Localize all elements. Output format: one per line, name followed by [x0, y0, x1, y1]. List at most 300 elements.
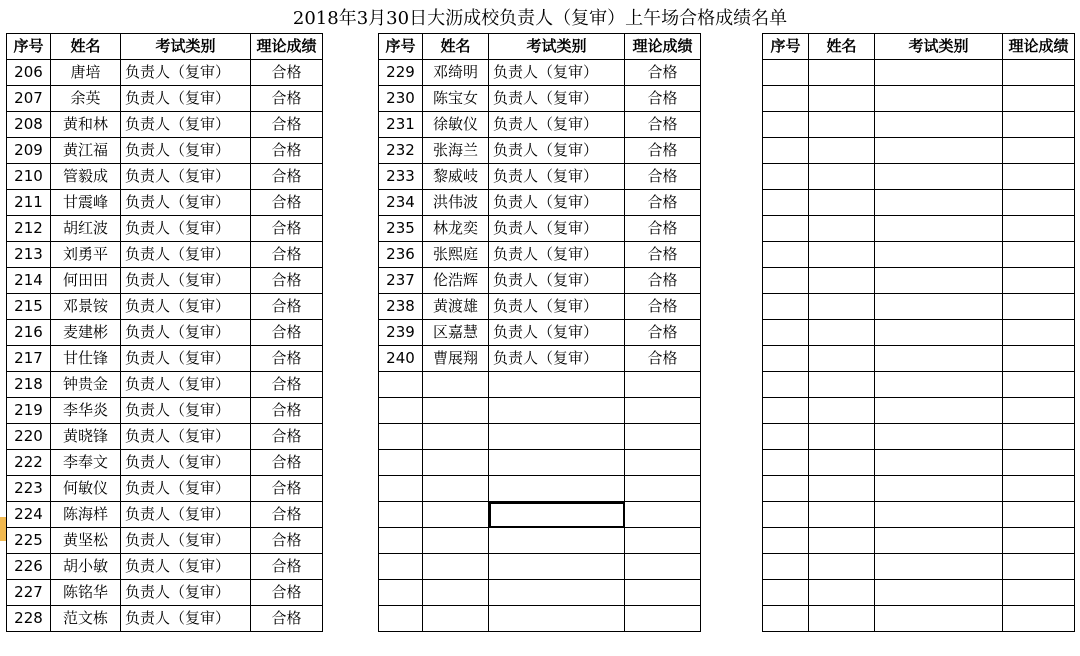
exam-type-cell[interactable] [875, 554, 1003, 580]
exam-type-cell[interactable] [875, 398, 1003, 424]
exam-type-cell[interactable] [875, 424, 1003, 450]
name-cell[interactable] [809, 398, 875, 424]
theory-score-cell[interactable] [1003, 528, 1075, 554]
serial-cell[interactable]: 213 [7, 242, 51, 268]
header-exam-type[interactable]: 考试类别 [875, 34, 1003, 60]
theory-score-cell[interactable]: 合格 [625, 268, 701, 294]
theory-score-cell[interactable]: 合格 [625, 346, 701, 372]
table-row [763, 138, 1075, 164]
exam-type-cell[interactable] [489, 372, 625, 398]
exam-type-cell[interactable] [875, 346, 1003, 372]
name-cell[interactable]: 管毅成 [51, 164, 121, 190]
theory-score-cell[interactable]: 合格 [251, 424, 323, 450]
serial-cell[interactable] [379, 606, 423, 632]
theory-score-cell[interactable] [625, 606, 701, 632]
name-cell[interactable] [423, 476, 489, 502]
serial-cell[interactable]: 206 [7, 60, 51, 86]
exam-type-cell[interactable]: 负责人（复审） [121, 606, 251, 632]
name-cell[interactable]: 黎威岐 [423, 164, 489, 190]
serial-cell[interactable]: 208 [7, 112, 51, 138]
exam-type-cell[interactable]: 负责人（复审） [121, 346, 251, 372]
name-cell[interactable]: 麦建彬 [51, 320, 121, 346]
name-cell[interactable]: 黄晓锋 [51, 424, 121, 450]
exam-type-cell[interactable]: 负责人（复审） [489, 294, 625, 320]
theory-score-cell[interactable] [1003, 216, 1075, 242]
name-cell[interactable] [809, 450, 875, 476]
name-cell[interactable]: 刘勇平 [51, 242, 121, 268]
name-cell[interactable]: 何敏仪 [51, 476, 121, 502]
name-cell[interactable]: 唐培 [51, 60, 121, 86]
name-cell[interactable]: 李华炎 [51, 398, 121, 424]
serial-cell[interactable]: 216 [7, 320, 51, 346]
exam-type-cell[interactable]: 负责人（复审） [489, 346, 625, 372]
name-cell[interactable] [423, 528, 489, 554]
exam-type-cell[interactable] [875, 86, 1003, 112]
exam-type-cell[interactable]: 负责人（复审） [121, 60, 251, 86]
exam-type-cell[interactable]: 负责人（复审） [121, 216, 251, 242]
serial-cell[interactable]: 234 [379, 190, 423, 216]
name-cell[interactable]: 张海兰 [423, 138, 489, 164]
exam-type-cell[interactable]: 负责人（复审） [489, 164, 625, 190]
exam-type-cell[interactable] [875, 294, 1003, 320]
name-cell[interactable] [809, 424, 875, 450]
theory-score-cell[interactable]: 合格 [251, 268, 323, 294]
exam-type-cell[interactable] [489, 580, 625, 606]
serial-cell[interactable] [763, 216, 809, 242]
table-row [379, 554, 701, 580]
name-cell[interactable] [809, 138, 875, 164]
serial-cell[interactable] [379, 528, 423, 554]
name-cell[interactable] [423, 606, 489, 632]
middle-table-pane [378, 33, 701, 656]
exam-type-cell[interactable] [875, 606, 1003, 632]
theory-score-cell[interactable]: 合格 [625, 190, 701, 216]
theory-score-cell[interactable] [1003, 86, 1075, 112]
theory-score-cell[interactable]: 合格 [251, 138, 323, 164]
serial-cell[interactable]: 210 [7, 164, 51, 190]
name-cell[interactable]: 黄和林 [51, 112, 121, 138]
theory-score-cell[interactable]: 合格 [251, 554, 323, 580]
theory-score-cell[interactable] [1003, 398, 1075, 424]
table-row [763, 424, 1075, 450]
name-cell[interactable] [809, 86, 875, 112]
serial-cell[interactable]: 232 [379, 138, 423, 164]
header-name[interactable]: 姓名 [51, 34, 121, 60]
theory-score-cell[interactable] [625, 476, 701, 502]
theory-score-cell[interactable]: 合格 [251, 86, 323, 112]
name-cell[interactable]: 林龙奕 [423, 216, 489, 242]
exam-type-cell[interactable] [875, 216, 1003, 242]
theory-score-cell[interactable]: 合格 [251, 476, 323, 502]
theory-score-cell[interactable]: 合格 [251, 190, 323, 216]
name-cell[interactable]: 甘仕锋 [51, 346, 121, 372]
name-cell[interactable] [809, 294, 875, 320]
exam-type-cell[interactable] [489, 476, 625, 502]
theory-score-cell[interactable]: 合格 [625, 294, 701, 320]
table-row [7, 424, 323, 450]
serial-cell[interactable] [763, 294, 809, 320]
serial-cell[interactable] [763, 554, 809, 580]
exam-type-cell[interactable] [875, 242, 1003, 268]
exam-type-cell[interactable]: 负责人（复审） [121, 450, 251, 476]
table-row [763, 606, 1075, 632]
exam-type-cell[interactable]: 负责人（复审） [121, 398, 251, 424]
serial-cell[interactable]: 229 [379, 60, 423, 86]
exam-type-cell[interactable]: 负责人（复审） [489, 216, 625, 242]
exam-type-cell[interactable]: 负责人（复审） [121, 424, 251, 450]
serial-cell[interactable] [379, 580, 423, 606]
serial-cell[interactable]: 239 [379, 320, 423, 346]
exam-type-cell[interactable] [875, 320, 1003, 346]
serial-cell[interactable]: 226 [7, 554, 51, 580]
exam-type-cell[interactable] [875, 580, 1003, 606]
theory-score-cell[interactable] [625, 372, 701, 398]
serial-cell[interactable]: 230 [379, 86, 423, 112]
theory-score-cell[interactable]: 合格 [251, 528, 323, 554]
serial-cell[interactable]: 217 [7, 346, 51, 372]
theory-score-cell[interactable] [1003, 606, 1075, 632]
name-cell[interactable]: 胡小敏 [51, 554, 121, 580]
exam-type-cell[interactable]: 负责人（复审） [121, 242, 251, 268]
serial-cell[interactable]: 223 [7, 476, 51, 502]
name-cell[interactable]: 曹展翔 [423, 346, 489, 372]
exam-type-cell[interactable]: 负责人（复审） [121, 476, 251, 502]
exam-type-cell[interactable] [489, 606, 625, 632]
serial-cell[interactable]: 238 [379, 294, 423, 320]
name-cell[interactable]: 何田田 [51, 268, 121, 294]
serial-cell[interactable] [763, 138, 809, 164]
name-cell[interactable] [423, 580, 489, 606]
theory-score-cell[interactable] [1003, 164, 1075, 190]
name-cell[interactable] [809, 242, 875, 268]
exam-type-cell[interactable] [875, 112, 1003, 138]
exam-type-cell[interactable] [875, 450, 1003, 476]
serial-cell[interactable]: 224 [7, 502, 51, 528]
theory-score-cell[interactable] [1003, 346, 1075, 372]
table-row [763, 476, 1075, 502]
serial-cell[interactable] [763, 450, 809, 476]
name-cell[interactable] [423, 502, 489, 528]
theory-score-cell[interactable]: 合格 [251, 580, 323, 606]
theory-score-cell[interactable] [1003, 112, 1075, 138]
exam-type-cell[interactable] [875, 528, 1003, 554]
serial-cell[interactable] [763, 476, 809, 502]
theory-score-cell[interactable]: 合格 [251, 450, 323, 476]
serial-cell[interactable] [763, 268, 809, 294]
theory-score-cell[interactable] [1003, 580, 1075, 606]
exam-type-cell[interactable]: 负责人（复审） [489, 242, 625, 268]
exam-type-cell[interactable]: 负责人（复审） [121, 528, 251, 554]
header-exam-type[interactable]: 考试类别 [489, 34, 625, 60]
serial-cell[interactable] [763, 320, 809, 346]
serial-cell[interactable] [763, 424, 809, 450]
theory-score-cell[interactable]: 合格 [625, 112, 701, 138]
name-cell[interactable]: 李奉文 [51, 450, 121, 476]
serial-cell[interactable] [763, 242, 809, 268]
header-name[interactable]: 姓名 [423, 34, 489, 60]
exam-type-cell[interactable]: 负责人（复审） [121, 164, 251, 190]
name-cell[interactable] [809, 112, 875, 138]
theory-score-cell[interactable]: 合格 [251, 372, 323, 398]
theory-score-cell[interactable] [1003, 372, 1075, 398]
name-cell[interactable] [809, 476, 875, 502]
table-row [379, 424, 701, 450]
exam-type-cell[interactable]: 负责人（复审） [121, 112, 251, 138]
header-theory-score[interactable]: 理论成绩 [251, 34, 323, 60]
table-row [379, 164, 701, 190]
serial-cell[interactable]: 231 [379, 112, 423, 138]
serial-cell[interactable] [763, 580, 809, 606]
exam-type-cell[interactable]: 负责人（复审） [121, 294, 251, 320]
name-cell[interactable] [809, 554, 875, 580]
exam-type-cell[interactable]: 负责人（复审） [121, 580, 251, 606]
theory-score-cell[interactable]: 合格 [625, 138, 701, 164]
name-cell[interactable] [809, 268, 875, 294]
exam-type-cell[interactable]: 负责人（复审） [121, 320, 251, 346]
theory-score-cell[interactable] [1003, 476, 1075, 502]
theory-score-cell[interactable] [625, 450, 701, 476]
serial-cell[interactable]: 220 [7, 424, 51, 450]
serial-cell[interactable] [763, 606, 809, 632]
theory-score-cell[interactable] [625, 424, 701, 450]
header-theory-score[interactable]: 理论成绩 [1003, 34, 1075, 60]
serial-cell[interactable]: 209 [7, 138, 51, 164]
name-cell[interactable] [809, 216, 875, 242]
theory-score-cell[interactable]: 合格 [625, 216, 701, 242]
theory-score-cell[interactable] [625, 398, 701, 424]
header-serial[interactable]: 序号 [7, 34, 51, 60]
theory-score-cell[interactable] [1003, 190, 1075, 216]
theory-score-cell[interactable]: 合格 [251, 60, 323, 86]
theory-score-cell[interactable] [1003, 320, 1075, 346]
name-cell[interactable] [809, 60, 875, 86]
theory-score-cell[interactable] [1003, 60, 1075, 86]
middle-table-body [379, 60, 701, 632]
exam-type-cell[interactable] [875, 268, 1003, 294]
exam-type-cell[interactable]: 负责人（复审） [121, 86, 251, 112]
name-cell[interactable]: 黄渡雄 [423, 294, 489, 320]
theory-score-cell[interactable]: 合格 [251, 398, 323, 424]
name-cell[interactable] [423, 450, 489, 476]
table-row [7, 502, 323, 528]
exam-type-cell[interactable]: 负责人（复审） [489, 60, 625, 86]
exam-type-cell[interactable]: 负责人（复审） [489, 190, 625, 216]
serial-cell[interactable]: 237 [379, 268, 423, 294]
serial-cell[interactable]: 227 [7, 580, 51, 606]
exam-type-cell[interactable]: 负责人（复审） [121, 138, 251, 164]
serial-cell[interactable] [763, 398, 809, 424]
serial-cell[interactable]: 211 [7, 190, 51, 216]
theory-score-cell[interactable] [625, 528, 701, 554]
exam-type-cell[interactable]: 负责人（复审） [121, 372, 251, 398]
exam-type-cell[interactable]: 负责人（复审） [489, 320, 625, 346]
theory-score-cell[interactable]: 合格 [251, 346, 323, 372]
exam-type-cell[interactable]: 负责人（复审） [121, 554, 251, 580]
exam-type-cell[interactable] [489, 528, 625, 554]
serial-cell[interactable] [763, 86, 809, 112]
theory-score-cell[interactable] [625, 580, 701, 606]
exam-type-cell[interactable] [489, 554, 625, 580]
serial-cell[interactable]: 228 [7, 606, 51, 632]
serial-cell[interactable] [763, 190, 809, 216]
name-cell[interactable]: 洪伟波 [423, 190, 489, 216]
serial-cell[interactable] [763, 502, 809, 528]
serial-cell[interactable] [763, 346, 809, 372]
exam-type-cell[interactable]: 负责人（复审） [121, 268, 251, 294]
serial-cell[interactable] [379, 502, 423, 528]
theory-score-cell[interactable] [1003, 424, 1075, 450]
exam-type-cell[interactable] [875, 190, 1003, 216]
name-cell[interactable]: 陈宝女 [423, 86, 489, 112]
theory-score-cell[interactable]: 合格 [625, 164, 701, 190]
name-cell[interactable]: 范文栋 [51, 606, 121, 632]
name-cell[interactable]: 徐敏仪 [423, 112, 489, 138]
theory-score-cell[interactable]: 合格 [251, 112, 323, 138]
name-cell[interactable]: 邓绮明 [423, 60, 489, 86]
name-cell[interactable] [809, 190, 875, 216]
theory-score-cell[interactable] [1003, 450, 1075, 476]
serial-cell[interactable]: 219 [7, 398, 51, 424]
theory-score-cell[interactable] [625, 502, 701, 528]
theory-score-cell[interactable]: 合格 [251, 216, 323, 242]
name-cell[interactable] [809, 346, 875, 372]
header-theory-score[interactable]: 理论成绩 [625, 34, 701, 60]
header-exam-type[interactable]: 考试类别 [121, 34, 251, 60]
exam-type-cell[interactable]: 负责人（复审） [121, 190, 251, 216]
exam-type-cell[interactable] [875, 372, 1003, 398]
exam-type-cell[interactable] [875, 476, 1003, 502]
theory-score-cell[interactable]: 合格 [251, 164, 323, 190]
serial-cell[interactable]: 207 [7, 86, 51, 112]
exam-type-cell[interactable] [489, 398, 625, 424]
theory-score-cell[interactable] [1003, 554, 1075, 580]
serial-cell[interactable] [763, 60, 809, 86]
serial-cell[interactable]: 218 [7, 372, 51, 398]
theory-score-cell[interactable] [1003, 242, 1075, 268]
serial-cell[interactable]: 236 [379, 242, 423, 268]
serial-cell[interactable]: 240 [379, 346, 423, 372]
serial-cell[interactable] [763, 528, 809, 554]
serial-cell[interactable] [379, 398, 423, 424]
theory-score-cell[interactable]: 合格 [251, 502, 323, 528]
name-cell[interactable]: 区嘉慧 [423, 320, 489, 346]
serial-cell[interactable] [379, 450, 423, 476]
theory-score-cell[interactable] [1003, 502, 1075, 528]
exam-type-cell[interactable] [875, 502, 1003, 528]
table-row [763, 528, 1075, 554]
serial-cell[interactable]: 212 [7, 216, 51, 242]
name-cell[interactable]: 甘震峰 [51, 190, 121, 216]
exam-type-cell[interactable] [875, 60, 1003, 86]
serial-cell[interactable]: 222 [7, 450, 51, 476]
serial-cell[interactable] [379, 476, 423, 502]
theory-score-cell[interactable]: 合格 [251, 606, 323, 632]
serial-cell[interactable] [763, 112, 809, 138]
name-cell[interactable] [423, 554, 489, 580]
theory-score-cell[interactable] [1003, 294, 1075, 320]
table-row [379, 606, 701, 632]
table-row [763, 450, 1075, 476]
name-cell[interactable] [809, 606, 875, 632]
name-cell[interactable]: 邓景铵 [51, 294, 121, 320]
theory-score-cell[interactable]: 合格 [251, 242, 323, 268]
name-cell[interactable]: 钟贵金 [51, 372, 121, 398]
table-row [379, 476, 701, 502]
theory-score-cell[interactable]: 合格 [625, 60, 701, 86]
name-cell[interactable]: 陈铭华 [51, 580, 121, 606]
theory-score-cell[interactable]: 合格 [625, 320, 701, 346]
name-cell[interactable] [809, 580, 875, 606]
name-cell[interactable]: 胡红波 [51, 216, 121, 242]
name-cell[interactable] [809, 164, 875, 190]
header-serial[interactable]: 序号 [379, 34, 423, 60]
exam-type-cell[interactable]: 负责人（复审） [489, 268, 625, 294]
name-cell[interactable] [809, 528, 875, 554]
table-row [763, 398, 1075, 424]
selected-cell[interactable] [489, 502, 625, 528]
name-cell[interactable] [423, 372, 489, 398]
name-cell[interactable] [423, 398, 489, 424]
name-cell[interactable] [423, 424, 489, 450]
exam-type-cell[interactable] [875, 138, 1003, 164]
header-serial[interactable]: 序号 [763, 34, 809, 60]
name-cell[interactable] [809, 372, 875, 398]
theory-score-cell[interactable]: 合格 [251, 320, 323, 346]
serial-cell[interactable] [379, 554, 423, 580]
name-cell[interactable]: 陈海样 [51, 502, 121, 528]
theory-score-cell[interactable]: 合格 [251, 294, 323, 320]
exam-type-cell[interactable] [875, 164, 1003, 190]
serial-cell[interactable]: 233 [379, 164, 423, 190]
serial-cell[interactable]: 235 [379, 216, 423, 242]
table-row [763, 268, 1075, 294]
name-cell[interactable] [809, 320, 875, 346]
serial-cell[interactable]: 215 [7, 294, 51, 320]
table-row [379, 294, 701, 320]
table-row [379, 86, 701, 112]
theory-score-cell[interactable] [1003, 268, 1075, 294]
theory-score-cell[interactable] [1003, 138, 1075, 164]
name-cell[interactable]: 余英 [51, 86, 121, 112]
table-row [379, 346, 701, 372]
theory-score-cell[interactable]: 合格 [625, 86, 701, 112]
name-cell[interactable]: 黄江福 [51, 138, 121, 164]
theory-score-cell[interactable] [625, 554, 701, 580]
name-cell[interactable]: 张熙庭 [423, 242, 489, 268]
serial-cell[interactable]: 214 [7, 268, 51, 294]
name-cell[interactable] [809, 502, 875, 528]
serial-cell[interactable] [763, 164, 809, 190]
table-row [7, 606, 323, 632]
exam-type-cell[interactable] [489, 424, 625, 450]
exam-type-cell[interactable]: 负责人（复审） [121, 502, 251, 528]
table-row [379, 320, 701, 346]
serial-cell[interactable] [379, 372, 423, 398]
header-name[interactable]: 姓名 [809, 34, 875, 60]
table-row [379, 450, 701, 476]
table-row [7, 138, 323, 164]
exam-type-cell[interactable]: 负责人（复审） [489, 138, 625, 164]
theory-score-cell[interactable]: 合格 [625, 242, 701, 268]
serial-cell[interactable] [379, 424, 423, 450]
exam-type-cell[interactable] [489, 450, 625, 476]
serial-cell[interactable]: 225 [7, 528, 51, 554]
exam-type-cell[interactable]: 负责人（复审） [489, 112, 625, 138]
name-cell[interactable]: 黄坚松 [51, 528, 121, 554]
exam-type-cell[interactable]: 负责人（复审） [489, 86, 625, 112]
serial-cell[interactable] [763, 372, 809, 398]
name-cell[interactable]: 伦浩辉 [423, 268, 489, 294]
